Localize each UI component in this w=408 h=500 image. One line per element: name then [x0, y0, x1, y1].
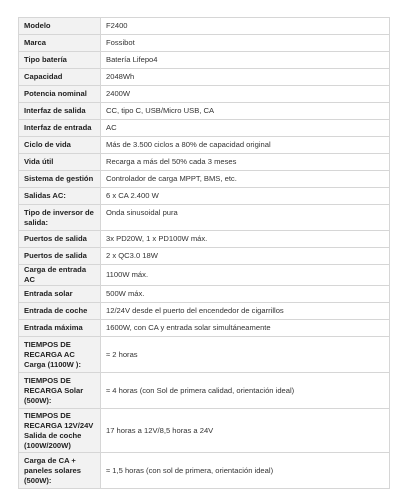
spec-label: Carga de entrada AC	[19, 265, 101, 286]
spec-label: Ciclo de vida	[19, 137, 101, 154]
spec-label: Interfaz de entrada	[19, 120, 101, 137]
spec-value: Batería Lifepo4	[101, 52, 390, 69]
table-row	[19, 286, 390, 303]
table-row	[19, 265, 390, 286]
spec-label: Puertos de salida	[19, 248, 101, 265]
spec-label: Salidas AC:	[19, 188, 101, 205]
spec-label: Sistema de gestión	[19, 171, 101, 188]
table-row	[19, 18, 390, 35]
spec-value: ≈ 2 horas	[101, 337, 390, 373]
table-row	[19, 188, 390, 205]
spec-label: Capacidad	[19, 69, 101, 86]
table-row	[19, 205, 390, 231]
spec-label: TIEMPOS DE RECARGA Solar (500W):	[19, 373, 101, 409]
spec-value: CC, tipo C, USB/Micro USB, CA	[101, 103, 390, 120]
spec-value: AC	[101, 120, 390, 137]
table-row	[19, 103, 390, 120]
spec-value: Onda sinusoidal pura	[101, 205, 390, 231]
spec-label: Puertos de salida	[19, 231, 101, 248]
spec-value: ≈ 1,5 horas (con sol de primera, orientación ideal)	[101, 453, 390, 489]
spec-value: 500W máx.	[101, 286, 390, 303]
table-row	[19, 52, 390, 69]
spec-value: 1600W, con CA y entrada solar simultáneamente	[101, 320, 390, 337]
spec-value: ≈ 4 horas (con Sol de primera calidad, orientación ideal)	[101, 373, 390, 409]
spec-label: Marca	[19, 35, 101, 52]
spec-value: 2400W	[101, 86, 390, 103]
spec-label: Entrada solar	[19, 286, 101, 303]
table-row	[19, 69, 390, 86]
spec-value: Recarga a más del 50% cada 3 meses	[101, 154, 390, 171]
spec-value: Controlador de carga MPPT, BMS, etc.	[101, 171, 390, 188]
spec-label: TIEMPOS DE RECARGA AC Carga (1100W ):	[19, 337, 101, 373]
table-row	[19, 154, 390, 171]
spec-value: Fossibot	[101, 35, 390, 52]
table-row	[19, 248, 390, 265]
table-row	[19, 137, 390, 154]
table-row	[19, 86, 390, 103]
spec-table-container	[18, 17, 390, 489]
spec-label: Carga de CA + paneles solares (500W):	[19, 453, 101, 489]
table-row	[19, 453, 390, 489]
spec-label: Entrada de coche	[19, 303, 101, 320]
spec-label: Modelo	[19, 18, 101, 35]
table-row	[19, 171, 390, 188]
table-row	[19, 231, 390, 248]
spec-value: 3x PD20W, 1 x PD100W máx.	[101, 231, 390, 248]
table-row	[19, 35, 390, 52]
table-row	[19, 373, 390, 409]
table-row	[19, 320, 390, 337]
spec-label: Vida útil	[19, 154, 101, 171]
spec-value: 2048Wh	[101, 69, 390, 86]
spec-label: Tipo batería	[19, 52, 101, 69]
table-row	[19, 303, 390, 320]
table-row	[19, 409, 390, 453]
spec-value: Más de 3.500 ciclos a 80% de capacidad original	[101, 137, 390, 154]
spec-label: Tipo de inversor de salida:	[19, 205, 101, 231]
spec-label: Potencia nominal	[19, 86, 101, 103]
spec-label: Interfaz de salida	[19, 103, 101, 120]
spec-value: 12/24V desde el puerto del encendedor de cigarrillos	[101, 303, 390, 320]
spec-value: 17 horas a 12V/8,5 horas a 24V	[101, 409, 390, 453]
table-row	[19, 337, 390, 373]
spec-value: F2400	[101, 18, 390, 35]
spec-value: 2 x QC3.0 18W	[101, 248, 390, 265]
spec-value: 1100W máx.	[101, 265, 390, 286]
spec-value: 6 x CA 2.400 W	[101, 188, 390, 205]
table-row	[19, 120, 390, 137]
spec-label: TIEMPOS DE RECARGA 12V/24V Salida de coche (100W/200W)	[19, 409, 101, 453]
spec-table	[18, 17, 390, 489]
spec-label: Entrada máxima	[19, 320, 101, 337]
